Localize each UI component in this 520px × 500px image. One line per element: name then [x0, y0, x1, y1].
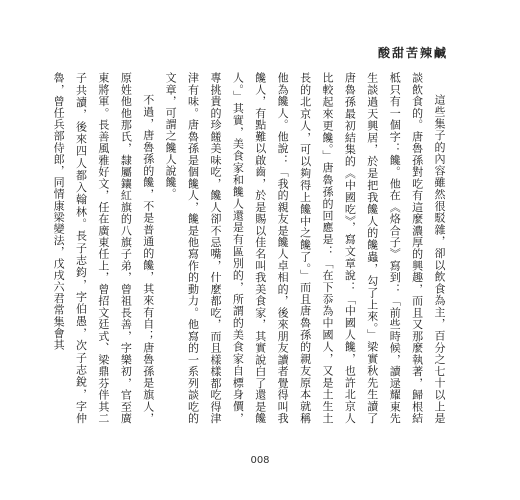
body-text — [52, 72, 450, 424]
page-number: 008 — [250, 455, 270, 466]
running-head-title: 酸甜苦辣鹹 — [377, 46, 448, 60]
body-paragraph: 這些集子的內容雖然很駁雜，卻以飲食為主，百分之七十以上是談飲食的。唐魯孫對吃有這麼濃厚的興趣，而且又那麼執著，歸根結柢只有一個字：饞。他在《烙合子》寫到：「前些時候，讀逯耀東先生談過天興居，於是把我饞人的饞蟲，勾了上來。」梁實秋先生讀了唐魯孫最初結集的《中國吃》，寫文章說：「中國人饞，也許北京人比較起來更饞。」唐魯孫的回應是：「在下忝為中國人，又是土生土長的北京人，可以夠得上饞中之饞了。」而且唐魯孫的親友原本就稱他為饞人。他說：「我的親友是饞人卓相的，後來朋友讀者覺得叫我饞人，有點難以啟齒，於是賜以佳名叫我美食家，其實說白了還是饞人。」其實，美食家和饞人還是有區別的，所謂的美食家自標身價，專挑貴的珍饈美味吃，饞人卻不忌嘴，什麼都吃，而且樣樣都吃得津津有味。唐魯孫是個饞人，饞是他寫作的動力。他寫的一系列談吃的文章，可謂之饞人說饞。 — [164, 72, 446, 424]
body-paragraph: 不過，唐魯孫的饞，不是普通的饞，其來有自；唐魯孫是旗人，原姓他他那氏，隸屬鑲紅旗的八旗子弟，曾祖長善，字樂初，官至廣東將軍。長善風雅好文，任在廣東任上，曾招文廷式、梁鼎芬伴其二子共讀，後來四人都入翰林。長子志鈞，字伯愚，次子志銳，字仲魯，曾任兵部侍郎，同情康梁變法，戊戌六君常集會其 — [52, 72, 155, 424]
